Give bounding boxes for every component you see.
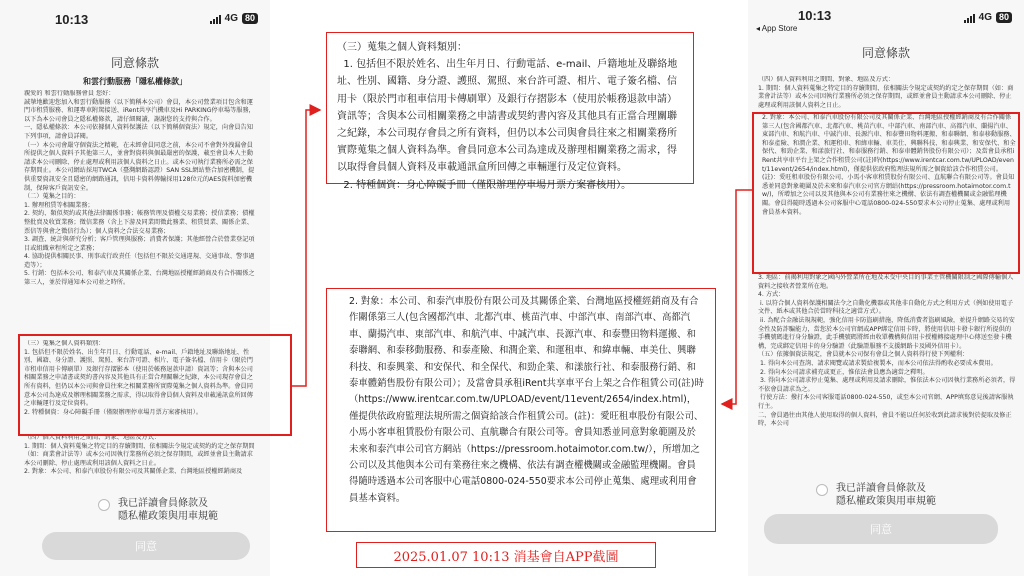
zoom-callout-section-3: （三）蒐集之個人資料類別： 1. 包括但不限於姓名、出生年月日、行動電話、e-mail、戶籍地址及聯絡地址、性別、國籍、身分證、護照、駕照、來台許可證、相片、電子簽名檔、信用卡（限於門市租車信用卡傳刷單）及銀行存摺影本（使用於帳務退款申請）資訊等；含與本公司相關業務之申請書或契約書內容及其他具有正當合理關聯之紀錄，本公司現存會員之所有資料，但仍以本公司與會員往來之相關業務所實際蒐集之個人資料為準。會員同意本公司為達成及辦理相關業務之需求，得以取得會員個人資料及車載通訊盒所回傳之車輛運行及定位資料。 2. 特種個資：身心障礙手冊（僅限辦理停車場月票方案審核用）。 — [326, 32, 694, 184]
page-title: 同意條款 — [861, 46, 910, 60]
status-time: 10:13 — [798, 8, 832, 23]
agree-button[interactable]: 同意 — [764, 514, 998, 544]
network-label: 4G — [224, 13, 238, 24]
capture-timestamp-label: 2025.01.07 10:13 消基會自APP截圖 — [356, 542, 656, 568]
consent-label: 我已詳讀會員條款及 隱私權政策與用車規範 — [118, 498, 218, 522]
agree-button[interactable]: 同意 — [42, 532, 250, 560]
terms-text-lower: 3. 地區：前揭利用對象之國內外營業所在地及未受中央目的事業主管機關限制之國際傳輸個人資料之接收者營業所在地。 4. 方式： i. 以符合個人資料保護相關法令之自動化機器或其他非自動化方式之利用方式（例如使用電子文件、紙本或其他合於當時科技之適當方式）。 ii. 為配合金融法規規範，強化信用卡防盜刷措施，降低消費者盜刷風險，並提升網路交易的安全性及防詐騙能力，當您於本公司官網或APP綁定信用卡時，將使用信用卡發卡銀行所提供的手機號碼進行身分驗證，此手機號碼將經由收單機構與信用卡授權轉接處理中心傳送至發卡機構，完成綁定信用卡的身分驗證（此驗證服務不支援網路卡及國外信用卡）。 （五）依據個資法規定，會員就本公司保有會員之個人資料得行使下列權利： 1. 得向本公司查詢、請求閱覽或請求製給複製本，而本公司依法得酌收必要成本費用。 2. 得向本公司請求補充或更正，惟依法會員應為適當之釋明。 3. 得向本公司請求停止蒐集、處理或利用及請求刪除，惟依法本公司因執行業務所必須者，得不依會員請求為之。 行使方法：撥打本公司客服電話0800-024-550，或至本公司官網、APP填寫意見後請客服執行主。 二、會員過往由其他人使用取得的個人資料，會員不能以任何於收到此請求後對於提取及修正時，本公司 — [758, 274, 1016, 428]
battery-icon: 80 — [996, 12, 1012, 23]
arrow-left-to-zoom — [292, 110, 320, 386]
terms-text-section-3: （三）蒐集之個人資料類別： 1. 包括但不限於姓名、出生年月日、行動電話、e-mail、戶籍地址及聯絡地址、性別、國籍、身分證、護照、駕照、來台許可證、相片、電子簽名檔、信用卡（限於門市租車信用卡傳刷單）及銀行存摺影本（使用於帳務退款申請）資訊等；含與本公司相關業務之申請書或契約書內容及其他具有正當合理關聯之紀錄，本公司現存會員之所有資料，但仍以本公司與會員往來之相關業務所實際蒐集之個人資料為準。會員同意本公司為達成及辦理相關業務之需求，得以取得會員個人資料及車載通訊盒所回傳之車輛運行及定位資料。 2. 特種個資：身心障礙手冊（僅限辦理停車場月票方案審核用）。 — [24, 340, 253, 416]
zoom-callout-recipients: 2. 對象：本公司、和泰汽車股份有限公司及其關係企業、台灣地區授權經銷商及有合作關係第三人(包含國都汽車、北都汽車、桃苗汽車、中部汽車、南部汽車、高都汽車、蘭揚汽車、東部汽車、和航汽車、中誠汽車、長源汽車、和泰豐田物料運搬、和泰聯網、和泰移動服務、和泰產險、和潤企業、和運租車、和緯車輛、車美仕、興聯科技、和泰興業、和安保代、和全保代、和勁企業、和漾旅行社、和泰服務行銷、和泰車體銷售股份有限公司）；及當會員承租iRent共享車平台上架之合作租賃公司(註)時（https://www.irentcar.com.tw/UPLOAD/event/11event/2654/index.html)，僅提供依政府監理法規所需之個資給該合作租賃公司。(註)：愛旺租車股份有限公司、小馬小客車租賃股份有限公司、直航聯合有限公司等。會員知悉並同意對象範圍及於未來和泰汽車公司官方網站（https://pressroom.hotaimotor.com.tw/），所增加之公司以及其他與本公司有業務往來之機構、依法有調查權機關或金融監理機關。會員得隨時透過本公司客服中心電話0800-024-550要求本公司停止蒐集、處理或利用會員基本資料。 — [326, 288, 716, 532]
back-to-app-store[interactable]: ◂ App Store — [756, 24, 798, 33]
status-time: 10:13 — [55, 12, 89, 27]
doc-title: 和雲行動服務「隱私權條款」 — [83, 77, 187, 86]
terms-text-recipients: 2. 對象：本公司、和泰汽車股份有限公司及其關係企業、台灣地區授權經銷商及有合作關係第三人(包含國都汽車、北都汽車、桃苗汽車、中部汽車、南部汽車、高都汽車、蘭揚汽車、東部汽車、和航汽車、中誠汽車、長源汽車、和泰豐田物料運搬、和泰聯網、和泰移動服務、和泰產險、和潤企業、和運租車、和緯車輛、車美仕、興聯科技、和泰興業、和安保代、和全保代、和勁企業、和漾旅行社、和泰服務行銷、和泰車體銷售股份有限公司）；及當會員承租iRent共享車平台上架之合作租賃公司(註)時(https://www.irentcar.com.tw/UPLOAD/event/11event/2654/index.html)，僅提供依政府監理法規所需之個資給該合作租賃公司。(註)：愛旺租車股份有限公司、小馬小客車租賃股份有限公司、直航聯合有限公司等。會員知悉並同意對象範圍及於未來和泰汽車公司官方網站(https://pressroom.hotaimotor.com.tw/)，所增加之公司以及其他與本公司有業務往來之機構、依法有調查權機關或金融監理機關。會員得隨時透過本公司客服中心電話0800-024-550要求本公司停止蒐集、處理或利用會員基本資料。 — [762, 114, 1016, 216]
network-label: 4G — [978, 12, 992, 23]
page-title: 同意條款 — [110, 56, 159, 70]
arrow-right-to-zoom — [722, 190, 752, 404]
terms-text-upper: 親愛的 和雲行動服務會員 您好： 誠摯地歡迎您加入和雲行動服務（以下簡稱本公司）會員，本公司營業項目包含和運門市租賃服務、和運專車附駕接送、iRent共享汽機車及Hi PARKING停車場等服務，以下為本公司會員之隱私權條款，請仔細閱讀，謝謝您的支持與合作。 一、隱私權條款：本公司依據個人資料保護法（以下簡稱個資法）規定，向會員告知下列事項，請會員詳閱。 （一）本公司會嚴守個資法之精範，在未經會員同意之前，本公司不會對外洩漏會員所提供之個人資料予其他第三人，並會對資料與個最嚴密的保護，載至會員本人主動請求本公司刪除、停止處理或利用該個人資料之日止。或本公司執行業務所必需之保存期間止。本公司網站採用TWCA（臺灣網路認證）SAN SSL網站整合加密機制，提供重要資訊安全且隱密的網路通訊，信用卡資料傳輸採用128位元的AES資料加密機制，保障客戶資訊安全。 （二）蒐集之目的： 1. 辦理租賃等相關業務； 2. 契約、類似契約或其他法律關係事務；帳務管理及債權交易業務；授信業務；債權整批賣及收買業務；徵信業務（含上下游及同業間徵此務業、租賃買業、關係企業、票信等與會之徵信行為）；個人資料之合法交易業務； 3. 調查、統計與研究分析；客戶管理與服務；消費者保護；其他經營合於營業登記項目或組織章程所定之業務； 4. 協助提供相關民事、刑事或行政責任（包括但不限於交通違規、交通事故、警事過造等）； 5. 行銷：包括本公司、和泰汽車及其關係企業、台灣地區授權經銷商及有合作關係之第三人，並於得通知本公司並之時所。 — [24, 90, 255, 287]
terms-text-lower: （四）個人資料利用之期間、對象、地區及方式： 1. 期間：個人資料蒐集之特定目的存續期間、依相關法令規定或契約約定之保存期間（如：商業會計法等）或本公司因執行業務所必須之保存期間，或經並會員主動請求本公司刪除、停止處理或利用該個人資料之日止。 2. 對象：本公司、和泰汽車股份有限公司及其關係企業、台灣地區授權經銷商及 — [24, 434, 255, 476]
battery-icon: 80 — [242, 13, 258, 24]
terms-text-upper: （四）個人資料利用之期間、對象、地區及方式： 1. 期間：個人資料蒐集之特定目的存續期間、依相關法令規定或契約約定之保存期間（如：商業會計法等）或本公司因執行業務所必須之保存期間，或經並會員主動請求本公司刪除、停止處理或利用該個人資料之日止。 — [758, 76, 1014, 109]
consent-label: 我已詳讀會員條款及 隱私權政策與用車規範 — [836, 483, 936, 507]
